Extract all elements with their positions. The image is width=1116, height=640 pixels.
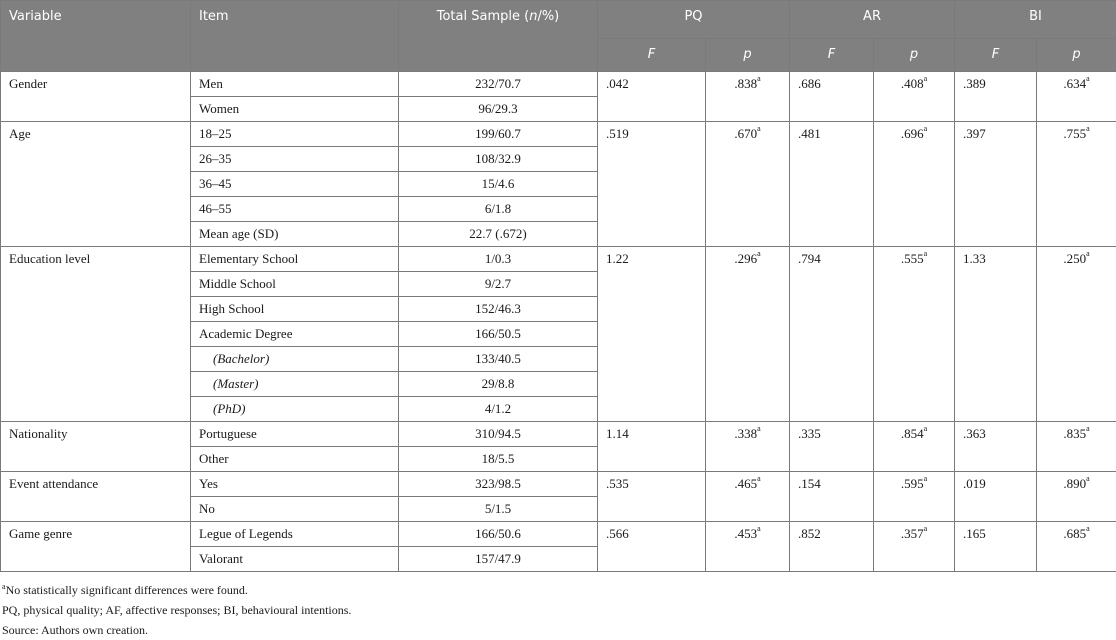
item-cell: (Master)	[191, 372, 399, 397]
pq-f-cell: .042	[598, 72, 706, 122]
pq-p-value: .465	[734, 476, 757, 491]
pq-f-cell: 1.14	[598, 422, 706, 472]
pq-f-cell: .519	[598, 122, 706, 247]
bi-f-cell: .165	[955, 522, 1037, 572]
bi-p-cell	[1037, 422, 1116, 472]
significance-marker: a	[1086, 424, 1090, 433]
pq-p-cell	[706, 247, 790, 422]
table-row	[1, 72, 1116, 97]
bi-f-cell: 1.33	[955, 247, 1037, 422]
ar-p-value: .555	[901, 251, 924, 266]
ar-f-cell: .154	[790, 472, 874, 522]
significance-marker: a	[924, 474, 928, 483]
pq-f-cell: 1.22	[598, 247, 706, 422]
ar-p-value: .854	[901, 426, 924, 441]
header-total-sample-n: n	[529, 9, 537, 24]
ar-p-value: .595	[901, 476, 924, 491]
item-cell: 36–45	[191, 172, 399, 197]
ar-f-cell: .335	[790, 422, 874, 472]
significance-marker: a	[1086, 249, 1090, 258]
item-cell: 18–25	[191, 122, 399, 147]
header-f: F	[598, 39, 706, 72]
ar-p-cell	[874, 422, 955, 472]
table-row	[1, 522, 1116, 547]
item-cell: (PhD)	[191, 397, 399, 422]
pq-p-cell	[706, 422, 790, 472]
ar-p-value: .357	[901, 526, 924, 541]
item-cell: Portuguese	[191, 422, 399, 447]
total-cell: 6/1.8	[399, 197, 598, 222]
total-cell: 166/50.6	[399, 522, 598, 547]
variable-cell: Gender	[1, 72, 191, 122]
total-cell: 108/32.9	[399, 147, 598, 172]
total-cell: 152/46.3	[399, 297, 598, 322]
ar-p-cell	[874, 522, 955, 572]
total-cell: 157/47.9	[399, 547, 598, 572]
total-cell: 29/8.8	[399, 372, 598, 397]
item-cell: Women	[191, 97, 399, 122]
header-item: Item	[191, 1, 399, 72]
total-cell: 15/4.6	[399, 172, 598, 197]
header-p: p	[1037, 39, 1116, 72]
variable-cell: Age	[1, 122, 191, 247]
table-body	[1, 72, 1116, 572]
item-cell: Men	[191, 72, 399, 97]
bi-p-cell	[1037, 472, 1116, 522]
header-variable: Variable	[1, 1, 191, 72]
bi-f-cell: .363	[955, 422, 1037, 472]
header-total-sample	[399, 1, 598, 72]
pq-p-value: .296	[734, 251, 757, 266]
item-cell: Other	[191, 447, 399, 472]
pq-p-value: .670	[734, 126, 757, 141]
total-cell: 133/40.5	[399, 347, 598, 372]
pq-p-value: .453	[734, 526, 757, 541]
pq-f-cell: .535	[598, 472, 706, 522]
bi-f-cell: .389	[955, 72, 1037, 122]
item-cell: 26–35	[191, 147, 399, 172]
note-a-text: No statistically significant differences were found.	[6, 583, 248, 597]
header-group-bi: BI	[955, 1, 1116, 39]
ar-p-cell	[874, 472, 955, 522]
item-cell: Middle School	[191, 272, 399, 297]
header-p: p	[874, 39, 955, 72]
item-cell: High School	[191, 297, 399, 322]
pq-p-cell	[706, 472, 790, 522]
item-cell: Yes	[191, 472, 399, 497]
table-row	[1, 247, 1116, 272]
total-cell: 1/0.3	[399, 247, 598, 272]
note-a-marker: a	[2, 582, 6, 591]
item-cell: 46–55	[191, 197, 399, 222]
item-cell: Valorant	[191, 547, 399, 572]
table-row	[1, 122, 1116, 147]
table-notes	[0, 580, 1116, 640]
significance-marker: a	[1086, 474, 1090, 483]
significance-marker: a	[924, 524, 928, 533]
header-group-pq: PQ	[598, 1, 790, 39]
significance-marker: a	[757, 474, 761, 483]
bi-p-value: .755	[1063, 126, 1086, 141]
bi-p-cell	[1037, 247, 1116, 422]
note-a	[2, 580, 1116, 600]
note-source: Source: Authors own creation.	[2, 620, 1116, 640]
header-total-sample-prefix: Total Sample (	[437, 9, 529, 24]
note-abbreviations: PQ, physical quality; AF, affective responses; BI, behavioural intentions.	[2, 600, 1116, 620]
total-cell: 199/60.7	[399, 122, 598, 147]
bi-f-cell: .019	[955, 472, 1037, 522]
pq-p-value: .338	[734, 426, 757, 441]
item-cell: Legue of Legends	[191, 522, 399, 547]
ar-p-cell	[874, 72, 955, 122]
bi-p-value: .685	[1063, 526, 1086, 541]
significance-marker: a	[924, 249, 928, 258]
ar-p-cell	[874, 247, 955, 422]
bi-p-cell	[1037, 522, 1116, 572]
ar-p-cell	[874, 122, 955, 247]
variable-cell: Event attendance	[1, 472, 191, 522]
bi-p-value: .890	[1063, 476, 1086, 491]
total-cell: 323/98.5	[399, 472, 598, 497]
bi-p-value: .835	[1063, 426, 1086, 441]
significance-marker: a	[924, 74, 928, 83]
pq-p-cell	[706, 122, 790, 247]
pq-f-cell: .566	[598, 522, 706, 572]
variable-cell: Education level	[1, 247, 191, 422]
header-f: F	[955, 39, 1037, 72]
total-cell: 232/70.7	[399, 72, 598, 97]
pq-p-cell	[706, 72, 790, 122]
significance-marker: a	[1086, 74, 1090, 83]
total-cell: 22.7 (.672)	[399, 222, 598, 247]
item-cell: Mean age (SD)	[191, 222, 399, 247]
table-row	[1, 472, 1116, 497]
bi-p-value: .250	[1063, 251, 1086, 266]
ar-p-value: .408	[901, 76, 924, 91]
significance-marker: a	[924, 424, 928, 433]
item-cell: Elementary School	[191, 247, 399, 272]
header-p: p	[706, 39, 790, 72]
total-cell: 310/94.5	[399, 422, 598, 447]
total-cell: 5/1.5	[399, 497, 598, 522]
pq-p-cell	[706, 522, 790, 572]
bi-p-cell	[1037, 122, 1116, 247]
significance-marker: a	[757, 424, 761, 433]
significance-marker: a	[1086, 124, 1090, 133]
significance-marker: a	[757, 74, 761, 83]
significance-marker: a	[924, 124, 928, 133]
ar-f-cell: .686	[790, 72, 874, 122]
total-cell: 166/50.5	[399, 322, 598, 347]
ar-f-cell: .852	[790, 522, 874, 572]
ar-p-value: .696	[901, 126, 924, 141]
significance-marker: a	[757, 524, 761, 533]
total-cell: 9/2.7	[399, 272, 598, 297]
header-total-sample-suffix: /%)	[537, 9, 559, 24]
significance-marker: a	[757, 249, 761, 258]
pq-p-value: .838	[734, 76, 757, 91]
significance-marker: a	[1086, 524, 1090, 533]
variable-cell: Game genre	[1, 522, 191, 572]
header-group-ar: AR	[790, 1, 955, 39]
ar-f-cell: .794	[790, 247, 874, 422]
total-cell: 4/1.2	[399, 397, 598, 422]
item-cell: Academic Degree	[191, 322, 399, 347]
total-cell: 96/29.3	[399, 97, 598, 122]
bi-p-cell	[1037, 72, 1116, 122]
item-cell: No	[191, 497, 399, 522]
header-f: F	[790, 39, 874, 72]
total-cell: 18/5.5	[399, 447, 598, 472]
significance-marker: a	[757, 124, 761, 133]
variable-cell: Nationality	[1, 422, 191, 472]
ar-f-cell: .481	[790, 122, 874, 247]
table-header	[1, 1, 1116, 72]
bi-p-value: .634	[1063, 76, 1086, 91]
bi-f-cell: .397	[955, 122, 1037, 247]
item-cell: (Bachelor)	[191, 347, 399, 372]
table-row	[1, 422, 1116, 447]
